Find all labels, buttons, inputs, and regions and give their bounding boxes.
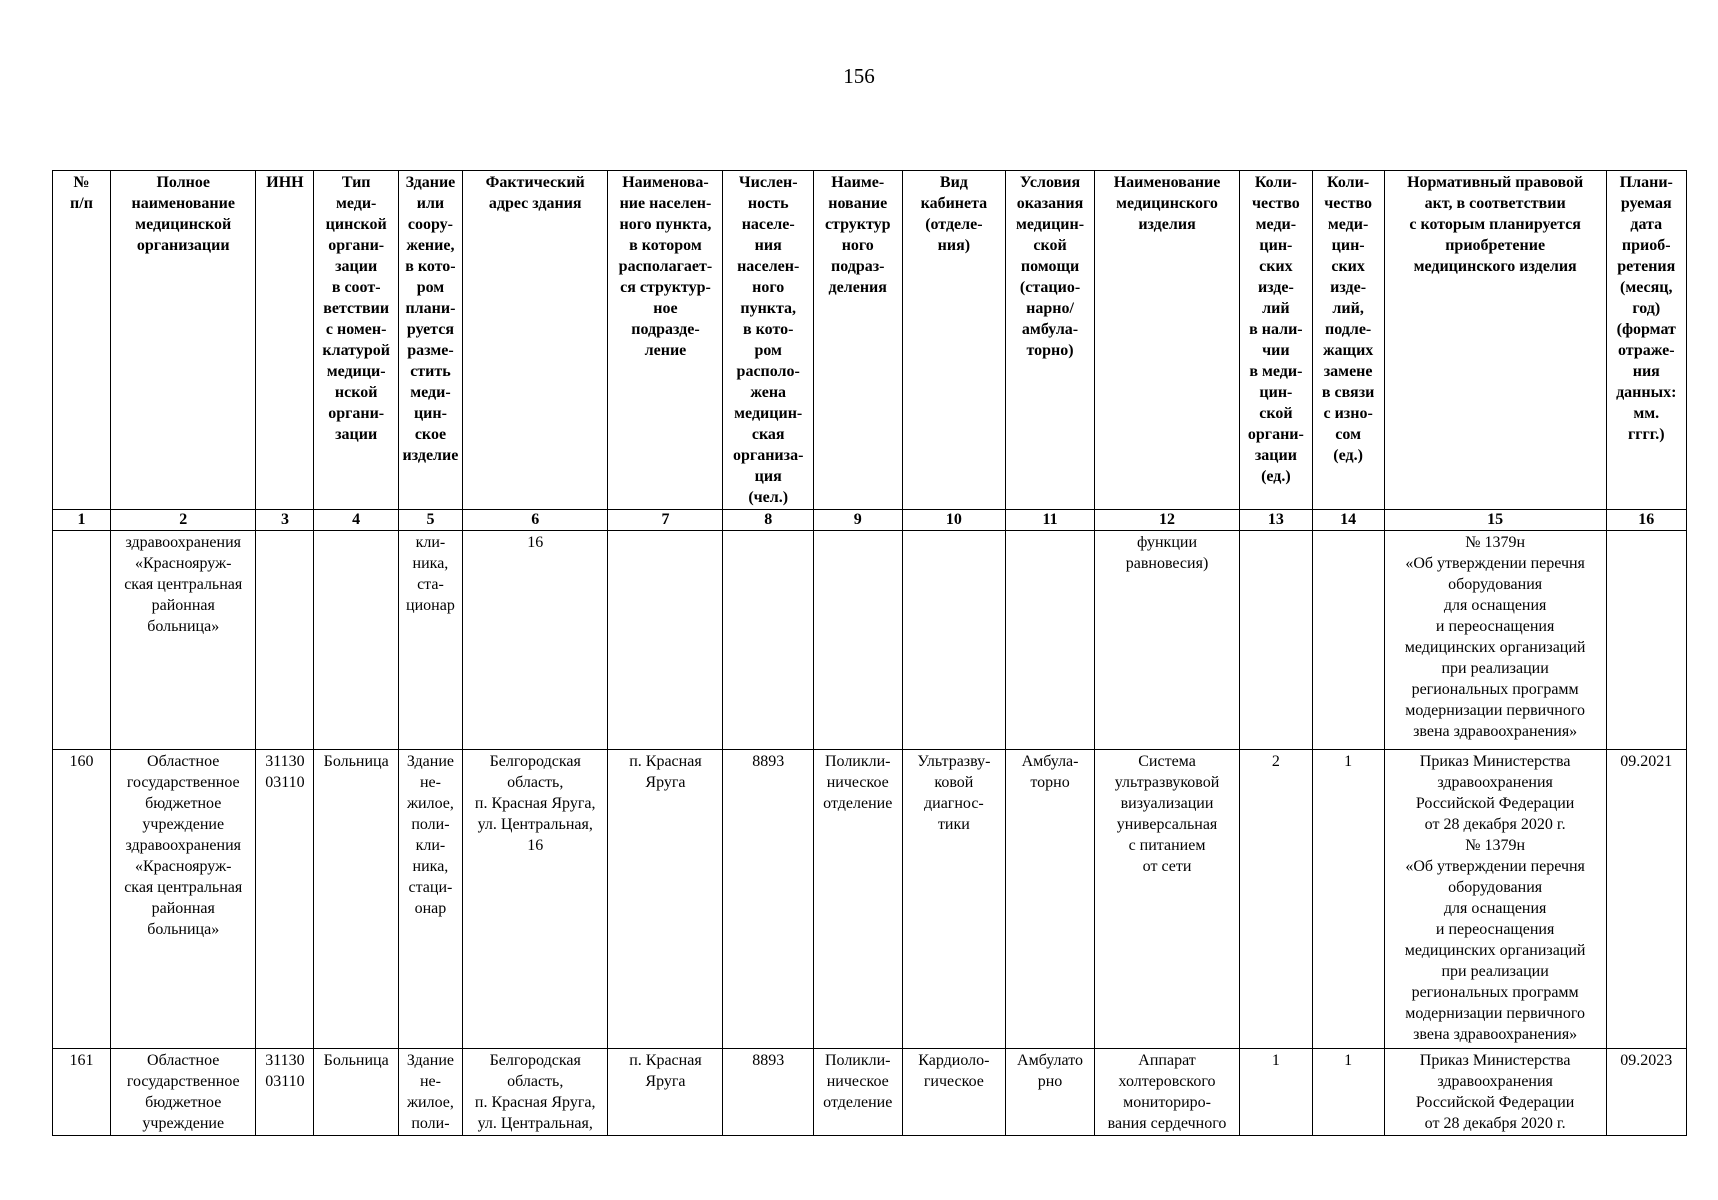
table-cell: 31130 03110 bbox=[256, 1049, 314, 1136]
column-header: № п/п bbox=[53, 171, 111, 510]
table-cell: 1 bbox=[1240, 1049, 1312, 1136]
column-header: Плани- руемая дата приоб- ретения (месяц, год) (формат отраже- ния данных: мм. гггг.) bbox=[1606, 171, 1686, 510]
column-header: Наименование медицинского изделия bbox=[1094, 171, 1239, 510]
table-cell bbox=[1240, 531, 1312, 750]
column-number: 9 bbox=[813, 510, 902, 531]
column-number: 15 bbox=[1384, 510, 1606, 531]
column-header: Условия оказания медицин- ской помощи (стацио- нарно/ амбула- торно) bbox=[1006, 171, 1095, 510]
table-cell: 09.2023 bbox=[1606, 1049, 1686, 1136]
table-cell bbox=[53, 531, 111, 750]
table-cell: 31130 03110 bbox=[256, 750, 314, 1049]
column-header: Тип меди- цинской органи- зации в соот- ветствии с номен- клатурой медици- нской органи- зации bbox=[314, 171, 398, 510]
column-header: ИНН bbox=[256, 171, 314, 510]
table-header-row bbox=[53, 171, 1687, 510]
table-cell: Областное государственное бюджетное учреждение здравоохранения «Краснояруж- ская центральная районная больница» bbox=[110, 750, 255, 1049]
table-cell: Областное государственное бюджетное учреждение bbox=[110, 1049, 255, 1136]
table-cell: Аппарат холтеровского мониториро- вания сердечного bbox=[1094, 1049, 1239, 1136]
table-cell bbox=[1006, 531, 1095, 750]
table-cell: 1 bbox=[1312, 1049, 1384, 1136]
table-cell: Поликли- ническое отделение bbox=[813, 750, 902, 1049]
table-cell: № 1379н «Об утверждении перечня оборудования для оснащения и переоснащения медицинских организаций при реализации региональных программ модернизации первичного звена здравоохранения» bbox=[1384, 531, 1606, 750]
column-header: Числен- ность населе- ния населен- ного пункта, в кото- ром располо- жена медицин- ская организа- ция (чел.) bbox=[723, 171, 814, 510]
table-cell: Амбулато рно bbox=[1006, 1049, 1095, 1136]
column-header: Здание или соору- жение, в кото- ром плани- руется разме- стить меди- цин- ское изделие bbox=[398, 171, 462, 510]
table-row bbox=[53, 531, 1687, 750]
table-cell: Приказ Министерства здравоохранения Российской Федерации от 28 декабря 2020 г. № 1379н «Об утверждении перечня оборудования для оснащения и переоснащения медицинских организаций при реализации региональных программ модернизации первичного звена здравоохранения» bbox=[1384, 750, 1606, 1049]
table-cell: Белгородская область, п. Красная Яруга, ул. Центральная, bbox=[462, 1049, 607, 1136]
table-cell bbox=[813, 531, 902, 750]
table-cell: Больница bbox=[314, 750, 398, 1049]
column-header: Наименова- ние населен- ного пункта, в котором располагает- ся структур- ное подразде- ление bbox=[608, 171, 723, 510]
column-header: Фактический адрес здания bbox=[462, 171, 607, 510]
column-header: Наиме- нование структур ного подраз- деления bbox=[813, 171, 902, 510]
column-number: 12 bbox=[1094, 510, 1239, 531]
table-cell bbox=[314, 531, 398, 750]
table-cell bbox=[256, 531, 314, 750]
column-number: 11 bbox=[1006, 510, 1095, 531]
table-cell: 1 bbox=[1312, 750, 1384, 1049]
column-header: Коли- чество меди- цин- ских изде- лий в нали- чии в меди- цин- ской органи- зации (ед.) bbox=[1240, 171, 1312, 510]
table-cell: 161 bbox=[53, 1049, 111, 1136]
table-cell: Ультразву- ковой диагнос- тики bbox=[902, 750, 1006, 1049]
table-cell: п. Красная Яруга bbox=[608, 1049, 723, 1136]
table-cell: 09.2021 bbox=[1606, 750, 1686, 1049]
column-number: 2 bbox=[110, 510, 255, 531]
column-number: 3 bbox=[256, 510, 314, 531]
table-cell: п. Красная Яруга bbox=[608, 750, 723, 1049]
table-row bbox=[53, 1049, 1687, 1136]
table-cell: Поликли- ническое отделение bbox=[813, 1049, 902, 1136]
column-number: 7 bbox=[608, 510, 723, 531]
table-cell: 160 bbox=[53, 750, 111, 1049]
column-header: Коли- чество меди- цин- ских изде- лий, подле- жащих замене в связи с изно- сом (ед.) bbox=[1312, 171, 1384, 510]
column-number: 16 bbox=[1606, 510, 1686, 531]
column-number: 14 bbox=[1312, 510, 1384, 531]
table-row bbox=[53, 750, 1687, 1049]
table-cell: 8893 bbox=[723, 1049, 814, 1136]
table-cell: Больница bbox=[314, 1049, 398, 1136]
column-header: Вид кабинета (отделе- ния) bbox=[902, 171, 1006, 510]
column-number: 4 bbox=[314, 510, 398, 531]
equipment-table bbox=[52, 170, 1687, 1136]
table-cell: Система ультразвуковой визуализации универсальная с питанием от сети bbox=[1094, 750, 1239, 1049]
table-cell: 16 bbox=[462, 531, 607, 750]
table-cell: здравоохранения «Краснояруж- ская центральная районная больница» bbox=[110, 531, 255, 750]
column-header: Нормативный правовой акт, в соответствии с которым планируется приобретение медицинского изделия bbox=[1384, 171, 1606, 510]
column-number: 10 bbox=[902, 510, 1006, 531]
table-cell: функции равновесия) bbox=[1094, 531, 1239, 750]
table-cell: Белгородская область, п. Красная Яруга, ул. Центральная, 16 bbox=[462, 750, 607, 1049]
table-cell: 8893 bbox=[723, 750, 814, 1049]
table-cell: Кардиоло- гическое bbox=[902, 1049, 1006, 1136]
table-cell bbox=[723, 531, 814, 750]
table-cell bbox=[1312, 531, 1384, 750]
table-cell: 2 bbox=[1240, 750, 1312, 1049]
column-number-row bbox=[53, 510, 1687, 531]
table-cell bbox=[608, 531, 723, 750]
column-number: 6 bbox=[462, 510, 607, 531]
table-cell: кли- ника, ста- ционар bbox=[398, 531, 462, 750]
table-cell: Амбула- торно bbox=[1006, 750, 1095, 1049]
table-cell: Здание не- жилое, поли- кли- ника, стаци- онар bbox=[398, 750, 462, 1049]
table-cell: Приказ Министерства здравоохранения Российской Федерации от 28 декабря 2020 г. bbox=[1384, 1049, 1606, 1136]
page-number: 156 bbox=[843, 64, 875, 88]
column-header: Полное наименование медицинской организации bbox=[110, 171, 255, 510]
column-number: 8 bbox=[723, 510, 814, 531]
table-cell bbox=[902, 531, 1006, 750]
table-cell: Здание не- жилое, поли- bbox=[398, 1049, 462, 1136]
column-number: 1 bbox=[53, 510, 111, 531]
column-number: 5 bbox=[398, 510, 462, 531]
table-cell bbox=[1606, 531, 1686, 750]
column-number: 13 bbox=[1240, 510, 1312, 531]
